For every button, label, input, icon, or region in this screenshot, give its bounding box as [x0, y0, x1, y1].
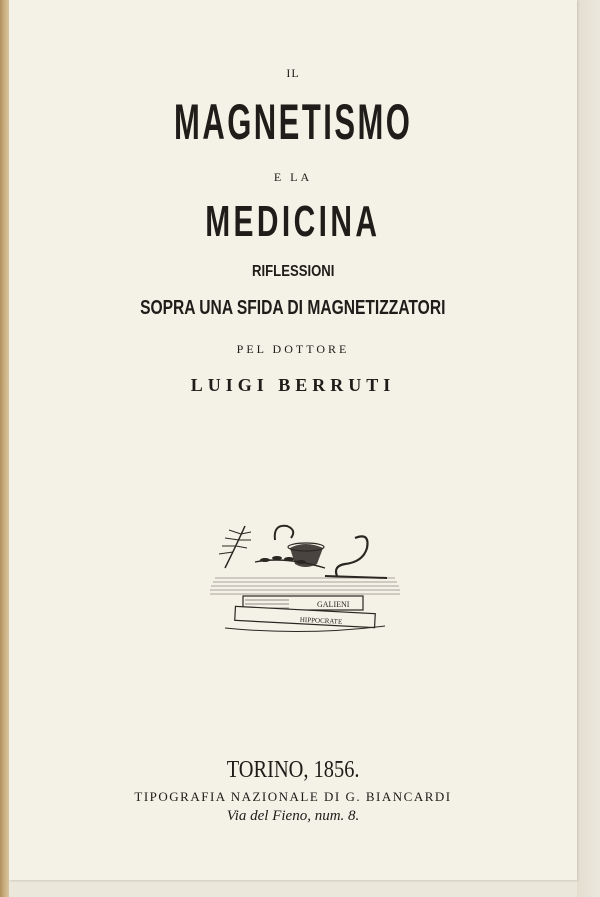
book-binding [0, 0, 9, 897]
subtitle-2 [9, 297, 577, 320]
main-title [9, 92, 577, 152]
by-line: PEL DOTTORE [236, 342, 350, 356]
title-conjunction: E LA [273, 170, 313, 184]
subtitle-1 [9, 263, 577, 281]
printer: TIPOGRAFIA NAZIONALE DI G. BIANCARDI [134, 789, 452, 804]
engraved-vignette [205, 518, 405, 636]
page-edge [577, 0, 600, 897]
title-page [9, 0, 577, 880]
title-article: IL [286, 66, 300, 80]
book-label-hippocrate: HIPPOCRATE [299, 615, 343, 626]
subtitle-1-text: RIFLESSIONI [251, 263, 335, 280]
city-year [9, 757, 577, 784]
city-year-text: TORINO, 1856. [226, 757, 360, 783]
subtitle-2-text: SOPRA UNA SFIDA DI MAGNETIZZATORI [140, 297, 446, 319]
second-title-text: MEDICINA [205, 197, 381, 246]
main-title-text: MAGNETISMO [173, 94, 413, 150]
book-label-galieni: GALIENI [317, 600, 350, 609]
second-title [9, 195, 577, 249]
printer-address: Via del Fieno, num. 8. [226, 808, 360, 824]
author-name: LUIGI BERRUTI [190, 375, 396, 395]
